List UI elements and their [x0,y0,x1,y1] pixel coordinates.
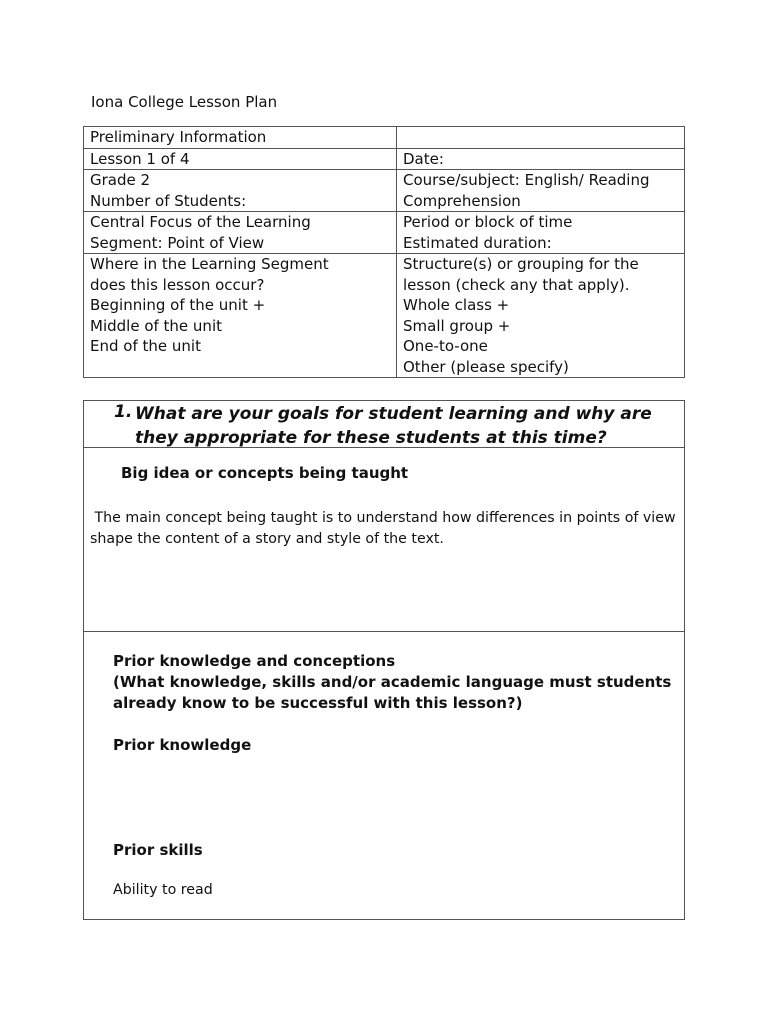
preliminary-info-table [83,126,685,378]
cell-text: Grade 2 [90,171,151,189]
table-cell-left [84,254,397,378]
document-title: Iona College Lesson Plan [91,93,278,111]
goals-question: What are your goals for student learning and why are they appropriate for these students at this time? [135,404,652,448]
table-row [84,170,685,212]
table-cell-right [397,148,685,170]
table-cell-right [397,127,685,149]
table-cell-left [84,170,397,212]
table-cell-right [397,212,685,254]
cell-text: Whole class + [403,296,510,314]
table-cell-left [84,148,397,170]
prior-knowledge-label: Prior knowledge [113,736,252,754]
prior-skills-text: Ability to read [113,882,213,898]
table-row [84,148,685,170]
cell-text: lesson (check any that apply). [403,275,630,294]
table-cell-right [397,254,685,378]
cell-text: Structure(s) or grouping for the [403,255,639,273]
prior-skills-label: Prior skills [113,841,203,859]
goals-section [83,400,685,920]
cell-text: Lesson 1 of 4 [90,149,190,168]
table-cell-right [397,170,685,212]
prior-conceptions-label: Prior knowledge and conceptions (What knowledge, skills and/or academic language must students already know to be successful with this lesson?) [113,652,672,712]
table-row [84,254,685,378]
cell-text: Estimated duration: [403,233,552,252]
cell-text: Preliminary Information [90,128,267,146]
cell-text: One-to-one [403,337,488,355]
big-idea-label: Big idea or concepts being taught [121,464,409,482]
table-cell-left [84,127,397,149]
cell-text: Date: [403,149,444,168]
table-row [84,212,685,254]
goals-header [84,401,684,448]
cell-text: Small group + [403,316,511,335]
cell-text [403,127,678,148]
cell-text: does this lesson occur? [90,275,265,294]
big-idea-text: The main concept being taught is to understand how differences in points of view shape the content of a story and style of the text. [90,510,676,547]
table-cell-left [84,212,397,254]
cell-text: Period or block of time [403,213,573,231]
prior-knowledge-section [84,632,684,918]
cell-text: End of the unit [90,337,201,355]
cell-text: Middle of the unit [90,316,222,335]
cell-text: Comprehension [403,191,521,210]
cell-text: Course/subject: English/ Reading [403,171,650,189]
cell-text: Beginning of the unit + [90,296,266,314]
cell-text: Other (please specify) [403,357,569,376]
cell-text: Number of Students: [90,191,247,210]
cell-text: Segment: Point of View [90,233,265,252]
goals-number: 1. [114,402,133,422]
big-idea-section [84,448,684,632]
cell-text: Where in the Learning Segment [90,255,329,273]
table-row [84,127,685,149]
cell-text: Central Focus of the Learning [90,213,311,231]
